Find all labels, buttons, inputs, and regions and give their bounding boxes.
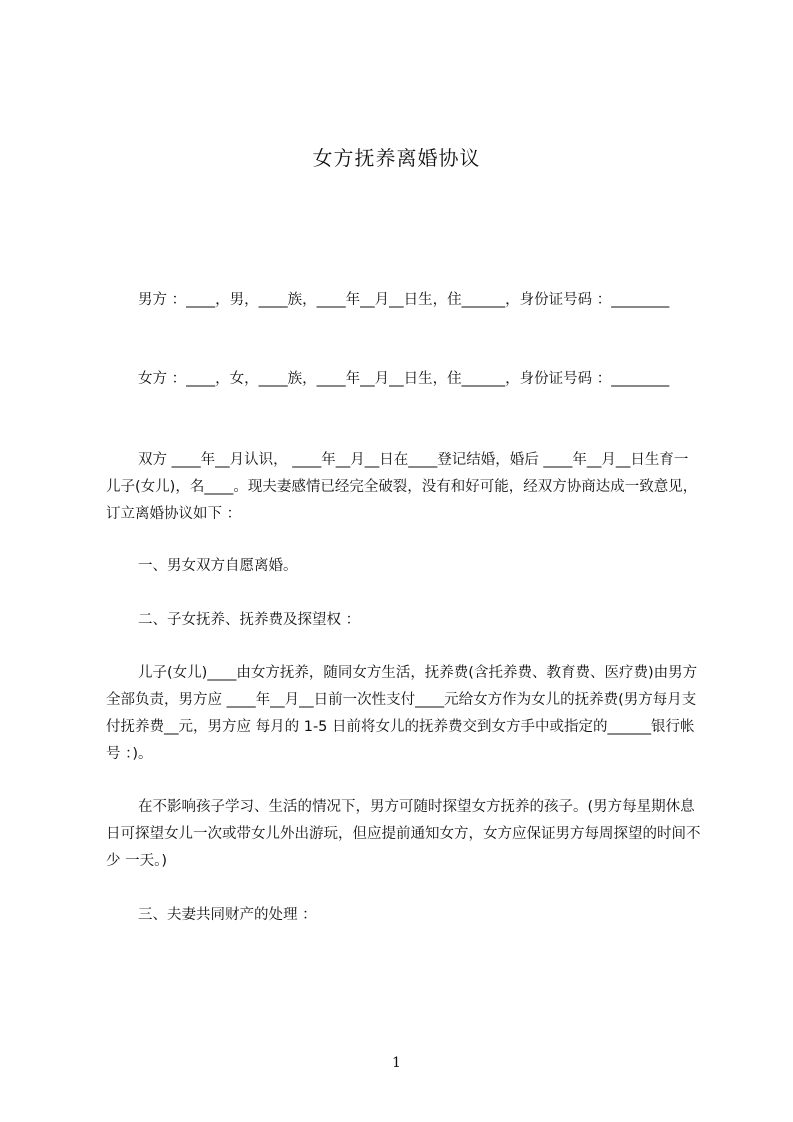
document-title: 女方抚养离婚协议 xyxy=(312,146,481,170)
paragraph-child-support: 儿子(女儿)____由女方抚养，随同女方生活，抚养费(含托养费、教育费、医疗费)由男方全部负责，男方应 ____年__月__日前一次性支付____元给女方作为女儿的抚养费(男方每月支付抚养费__元，男方应 每月的 1-5 日前将女儿的抚养费交到女方手中或指定的______银行帐号 ：)。 xyxy=(106,665,698,762)
paragraph-male-party: 男方 ：____，男，____族，____年__月__日生，住______，身份证号码 ：________ xyxy=(138,292,670,308)
paragraph-visitation: 在不影响孩子学习、生活的情况下，男方可随时探望女方抚养的孩子。(男方每星期休息日可探望女儿一次或带女儿外出游玩，但应提前通知女方，女方应保证男方每周探望的时间不少 一天。) xyxy=(106,799,701,869)
paragraph-female-party: 女方 ：____，女，____族，____年__月__日生，住______，身份证号码 ：________ xyxy=(138,371,670,387)
page-number: 1 xyxy=(392,1055,401,1071)
paragraph-clause-two-heading: 二、子女抚养、抚养费及探望权 ： xyxy=(138,612,361,628)
paragraph-clause-three-heading: 三、夫妻共同财产的处理 ： xyxy=(138,907,317,923)
paragraph-clause-one: 一、男女双方自愿离婚。 xyxy=(138,558,298,574)
paragraph-marriage-background: 双方 ____年__月认识， ____年__月__日在____登记结婚，婚后 ____年__月__日生育一儿子(女儿)，名____。现夫妻感情已经完全破裂，没有和好可能，经双方协商达成一致意见，订立离婚协议如下 ： xyxy=(106,452,698,522)
